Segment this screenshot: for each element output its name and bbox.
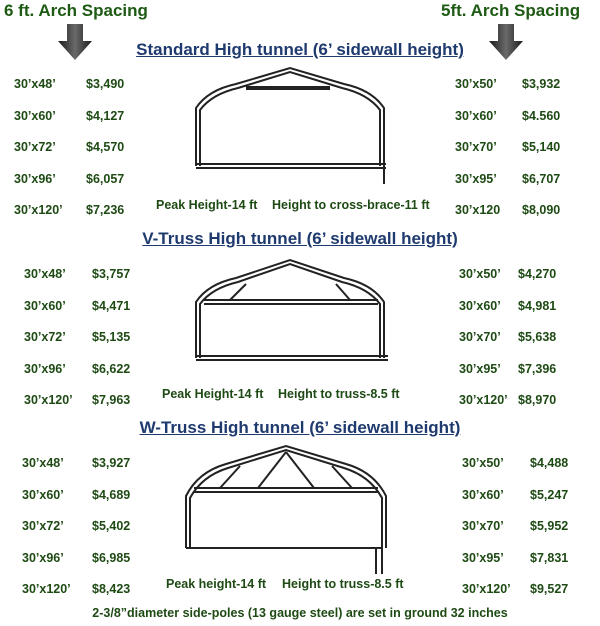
tunnel-size: 30’x48’ xyxy=(24,267,66,281)
tunnel-size: 30’x95’ xyxy=(459,361,501,376)
tunnel-price: $4,127 xyxy=(86,108,125,123)
v-truss-tunnel-frame-drawing xyxy=(190,256,400,368)
tunnel-price: $4,689 xyxy=(92,487,131,502)
tunnel-size: 30’x72’ xyxy=(22,519,64,533)
tunnel-price: $5,135 xyxy=(92,330,131,344)
peak-height-caption: Peak height-14 ft xyxy=(166,577,267,591)
tunnel-size: 30’x96’ xyxy=(22,550,64,565)
tunnel-size: 30’x48’ xyxy=(22,456,64,470)
tunnel-size: 30’x96’ xyxy=(14,171,56,186)
tunnel-size: 30’x50’ xyxy=(455,77,497,91)
tunnel-price: $3,757 xyxy=(92,267,131,281)
right-column-header: 5ft. Arch Spacing xyxy=(441,1,581,20)
tunnel-price: $7,396 xyxy=(518,361,557,376)
tunnel-size: 30’x95’ xyxy=(455,171,497,186)
left-column-header: 6 ft. Arch Spacing xyxy=(4,1,148,20)
tunnel-price: $3,490 xyxy=(86,77,125,91)
tunnel-size: 30’x48’ xyxy=(14,77,56,91)
tunnel-price: $4,488 xyxy=(530,456,569,470)
tunnel-price: $3,932 xyxy=(522,77,561,91)
tunnel-price: $7,831 xyxy=(530,550,569,565)
tunnel-size: 30’x60’ xyxy=(24,298,66,313)
tunnel-price: $4.560 xyxy=(522,108,561,123)
tunnel-size: 30’x120’ xyxy=(22,582,71,596)
tunnel-price: $6,707 xyxy=(522,171,561,186)
tunnel-price: $5,247 xyxy=(530,487,569,502)
tunnel-size: 30’x120’ xyxy=(24,393,73,407)
tunnel-price: $9,527 xyxy=(530,582,569,596)
tunnel-price: $7,963 xyxy=(92,393,131,407)
tunnel-price: $5,402 xyxy=(92,519,131,533)
tunnel-size: 30’x60’ xyxy=(462,487,504,502)
tunnel-size: 30’x72’ xyxy=(14,140,56,154)
tunnel-price: $8,423 xyxy=(92,582,131,596)
tunnel-size: 30’x70’ xyxy=(462,519,504,533)
tunnel-price: $8,970 xyxy=(518,393,557,407)
section-title: V-Truss High tunnel (6’ sidewall height) xyxy=(142,229,458,248)
standard-tunnel-frame-drawing xyxy=(190,66,400,190)
tunnel-size: 30’x60’ xyxy=(14,108,56,123)
truss-height-caption: Height to truss-8.5 ft xyxy=(278,387,400,401)
tunnel-size: 30’x50’ xyxy=(459,267,501,281)
tunnel-price: $6,057 xyxy=(86,171,125,186)
tunnel-price: $8,090 xyxy=(522,203,561,217)
tunnel-size: 30’x120’ xyxy=(459,393,508,407)
tunnel-size: 30’x120’ xyxy=(462,582,511,596)
tunnel-price: $4,471 xyxy=(92,298,131,313)
tunnel-size: 30’x72’ xyxy=(24,330,66,344)
tunnel-price: $6,985 xyxy=(92,550,131,565)
tunnel-size: 30’x60’ xyxy=(459,298,501,313)
tunnel-size: 30’x96’ xyxy=(24,361,66,376)
tunnel-price: $5,638 xyxy=(518,330,557,344)
footer-note: 2-3/8”diameter side-poles (13 gauge steel) are set in ground 32 inches xyxy=(92,606,508,620)
tunnel-size: 30’x60’ xyxy=(22,487,64,502)
tunnel-price: $4,270 xyxy=(518,267,557,281)
tunnel-size: 30’x60’ xyxy=(455,108,497,123)
section-title: W-Truss High tunnel (6’ sidewall height) xyxy=(139,418,461,437)
tunnel-size: 30’x70’ xyxy=(459,330,501,344)
w-truss-tunnel-frame-drawing xyxy=(180,442,394,576)
truss-height-caption: Height to truss-8.5 ft xyxy=(282,577,404,591)
tunnel-size: 30’x50’ xyxy=(462,456,504,470)
tunnel-size: 30’x70’ xyxy=(455,140,497,154)
tunnel-size: 30’x120’ xyxy=(14,203,63,217)
tunnel-price: $6,622 xyxy=(92,361,131,376)
tunnel-price: $4,570 xyxy=(86,140,125,154)
tunnel-price: $4,981 xyxy=(518,298,557,313)
cross-brace-height-caption: Height to cross-brace-11 ft xyxy=(272,198,430,212)
tunnel-size: 30’x95’ xyxy=(462,550,504,565)
peak-height-caption: Peak Height-14 ft xyxy=(162,387,264,401)
peak-height-caption: Peak Height-14 ft xyxy=(156,198,258,212)
tunnel-price: $3,927 xyxy=(92,456,131,470)
tunnel-size: 30’x120 xyxy=(455,203,501,217)
tunnel-price: $5,140 xyxy=(522,140,561,154)
section-title: Standard High tunnel (6’ sidewall height) xyxy=(136,40,464,59)
tunnel-price: $5,952 xyxy=(530,519,569,533)
tunnel-price: $7,236 xyxy=(86,203,125,217)
